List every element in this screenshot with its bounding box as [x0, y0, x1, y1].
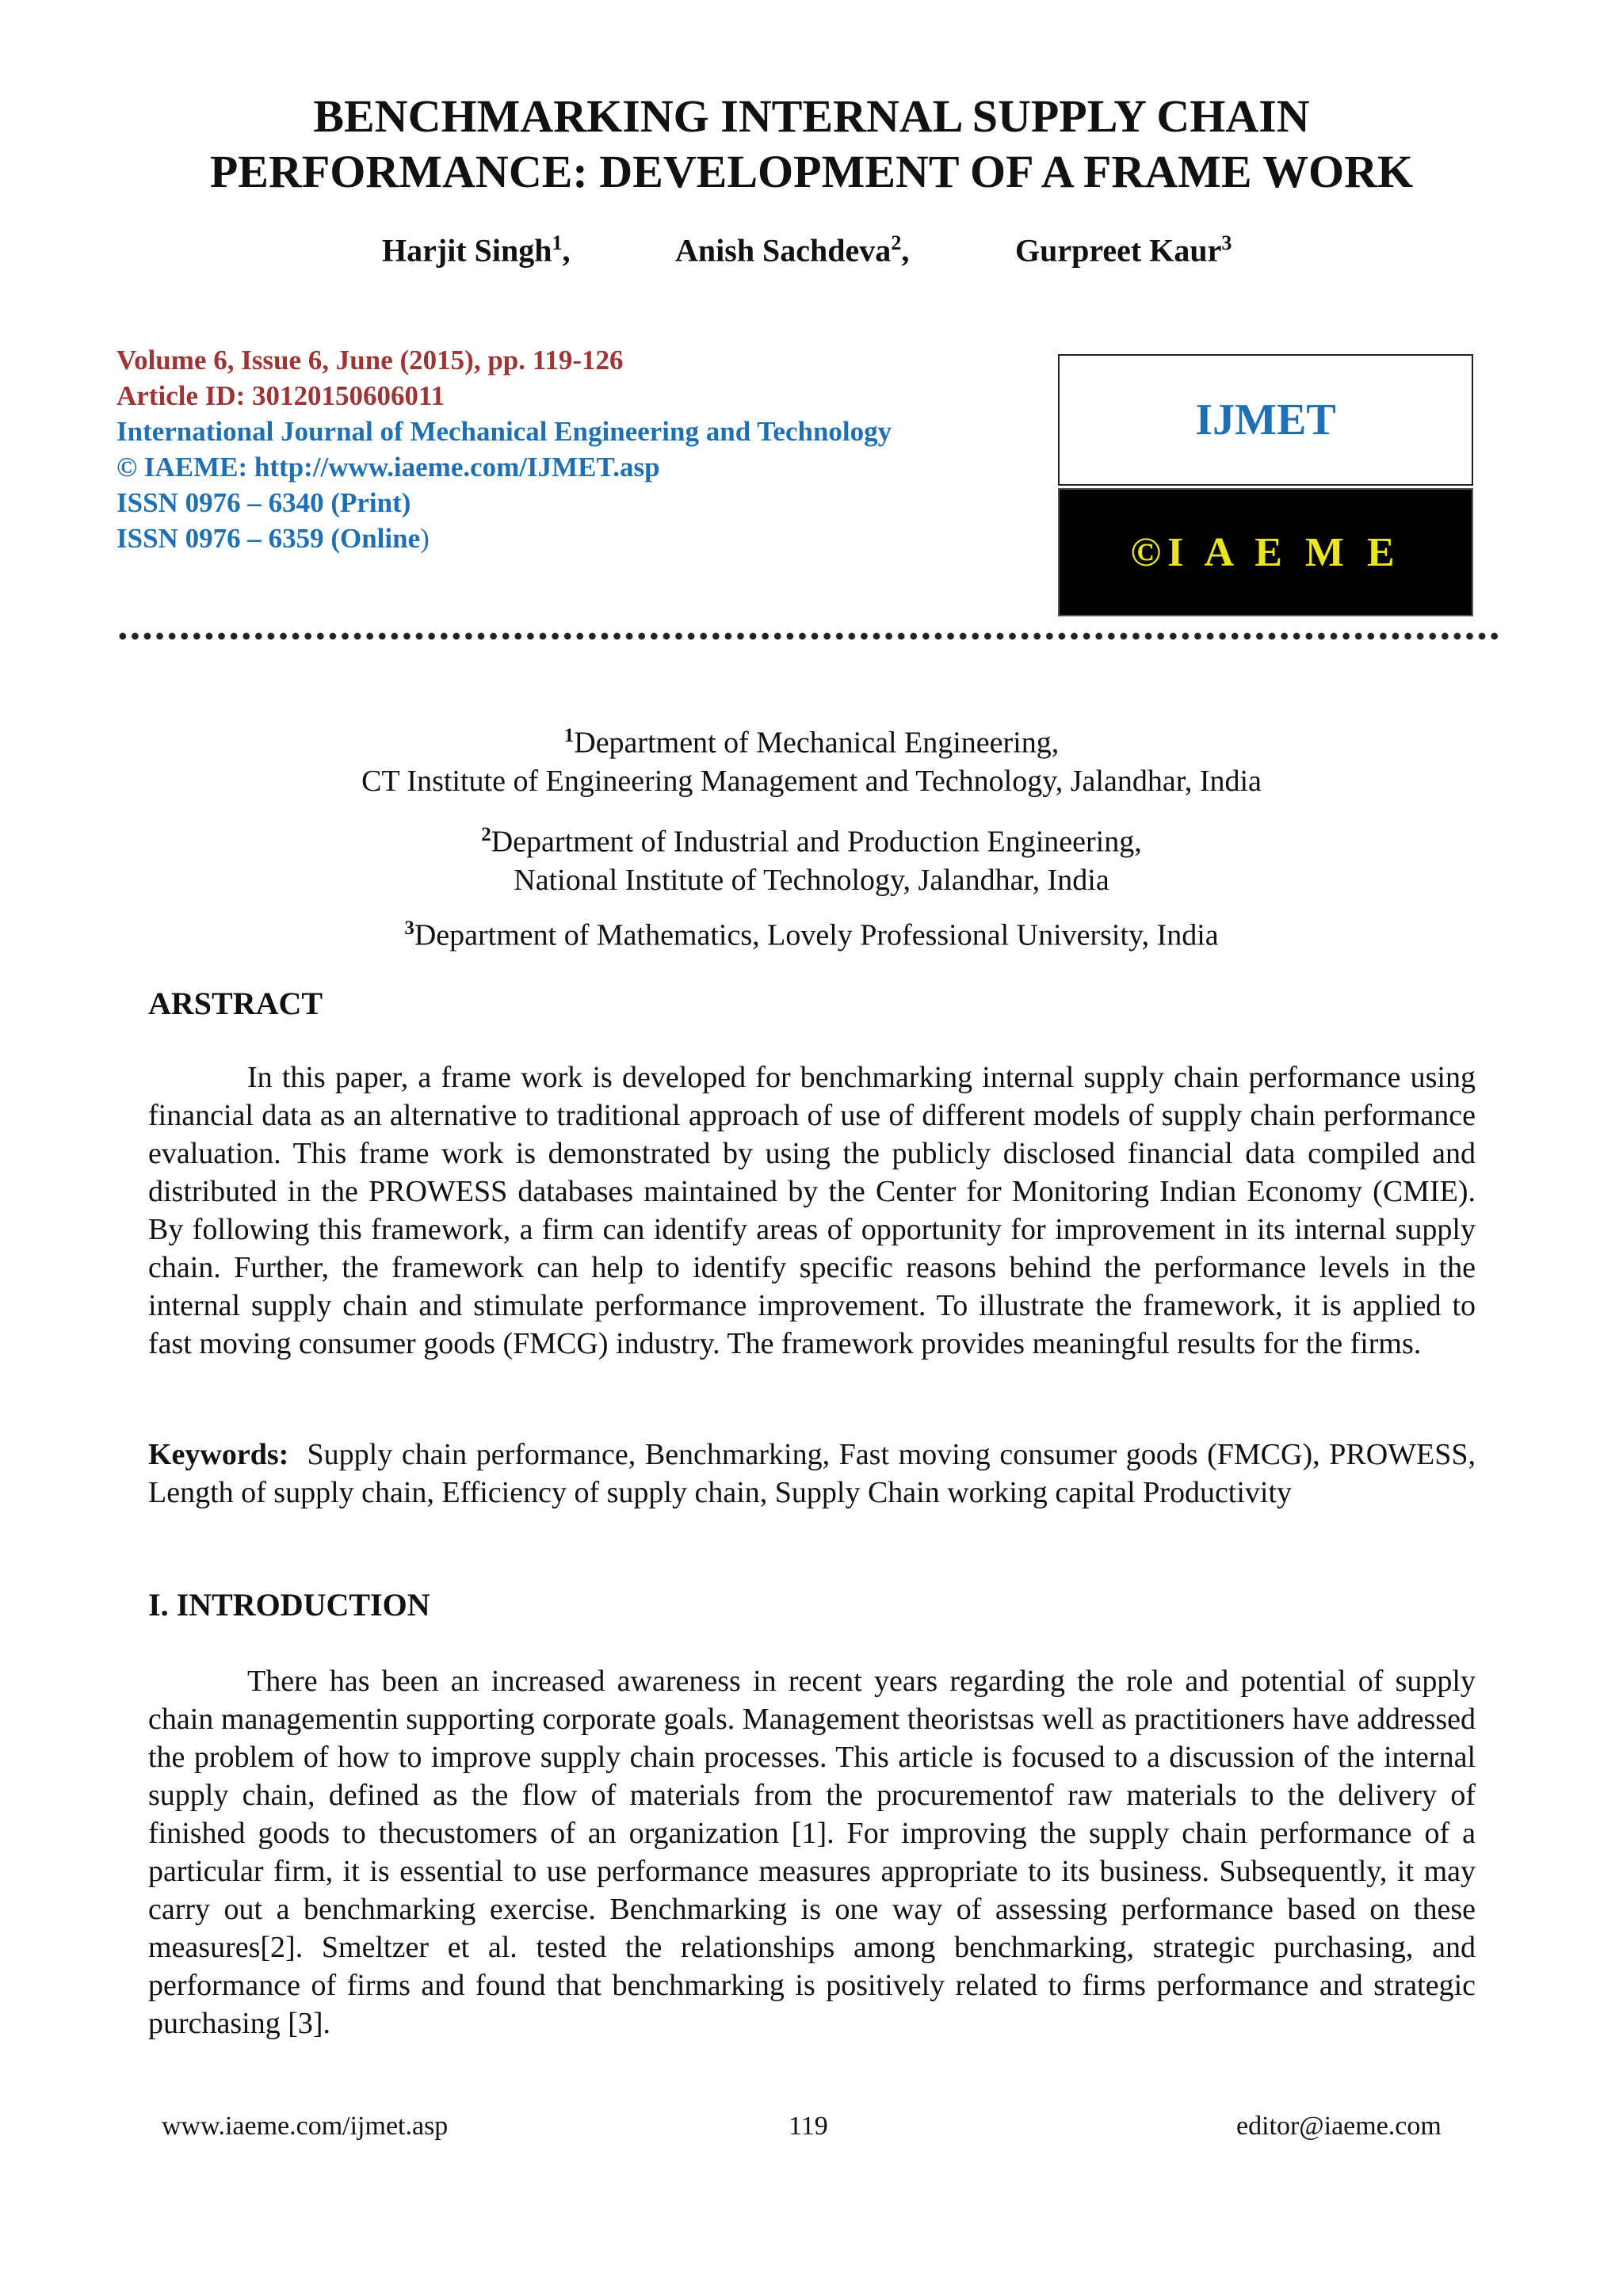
author-3: Gurpreet Kaur$^3$	[1015, 231, 1232, 269]
journal-name: International Journal of Mechanical Engineering and Technology	[116, 416, 892, 447]
publisher-logo-iaeme: ©I A E M E	[1058, 488, 1473, 616]
introduction-text: There has been an increased awareness in recent years regarding the role and potential of supply chain managementin supporting corporate goals. Management theoristsas well as practitioners have addressed the problem of how to improve supply chain processes. This article is focused to a discussion of the internal supply chain, defined as the flow of materials from the procurementof raw materials to the delivery of finished goods to thecustomers of an organization [1]. For improving the supply chain performance of a particular firm, it is essential to use performance measures appropriate to its business. Subsequently, it may carry out a benchmarking exercise. Benchmarking is one way of assessing performance based on these measures[2]. Smeltzer et al. tested the relationships among benchmarking, strategic purchasing, and performance of firms and found that benchmarking is positively related to firms performance and strategic purchasing [3].	[148, 1665, 1476, 2040]
author-1: Harjit Singh$^1$,	[382, 231, 571, 269]
keywords-paragraph	[148, 1436, 1476, 1512]
issn-print: ISSN 0976 – 6340 (Print)	[116, 487, 411, 518]
journal-logo-ijmet: IJMET	[1058, 354, 1473, 486]
title-line-2: PERFORMANCE: DEVELOPMENT OF A FRAME WORK	[209, 146, 1414, 197]
affiliation-3: $^3$Department of Mathematics, Lovely Professional University, India	[404, 917, 1219, 952]
introduction-heading: I. INTRODUCTION	[148, 1587, 430, 1623]
affiliation-1: $^1$Department of Mechanical Engineering, CT Institute of Engineering Management and Technology, Jalandhar, India	[361, 725, 1262, 798]
abstract-text: In this paper, a frame work is developed for benchmarking internal supply chain performance using financial data as an alternative to traditional approach of use of different models of supply chain performance evaluation. This frame work is demonstrated by using the publicly disclosed financial data compiled and distributed in the PROWESS databases maintained by the Center for Monitoring Indian Economy (CMIE). By following this framework, a firm can identify areas of opportunity for improvement in its internal supply chain. Further, the framework can help to identify specific reasons behind the performance levels in the internal supply chain and stimulate performance improvement. To illustrate the framework, it is applied to fast moving consumer goods (FMCG) industry. The framework provides meaningful results for the firms.	[148, 1061, 1476, 1360]
dotted-divider	[116, 628, 1503, 644]
footer-email: editor@iaeme.com	[1236, 2111, 1442, 2141]
abstract-heading: ARSTRACT	[148, 986, 323, 1021]
article-id: Article ID: 30120150606011	[116, 380, 445, 411]
paper-title	[119, 89, 1504, 200]
footer-page-number: 119	[789, 2111, 828, 2141]
volume-info: Volume 6, Issue 6, June (2015), pp. 119-126	[116, 345, 624, 376]
author-list	[0, 231, 1623, 279]
journal-metadata	[116, 342, 892, 556]
journal-url: © IAEME: http://www.iaeme.com/IJMET.asp	[116, 452, 660, 482]
keywords-text: Supply chain performance, Benchmarking, Fast moving consumer goods (FMCG), PROWESS, Length of supply chain, Efficiency of supply chain, Supply Chain working capital Productivity	[148, 1438, 1476, 1509]
keywords-label: Keywords:	[148, 1438, 289, 1471]
footer-website: www.iaeme.com/ijmet.asp	[162, 2111, 449, 2141]
title-line-1: BENCHMARKING INTERNAL SUPPLY CHAIN	[313, 90, 1310, 142]
author-2: Anish Sachdeva$^2$,	[675, 231, 910, 269]
issn-online: ISSN 0976 – 6359 (Online)	[116, 523, 430, 554]
affiliation-2: $^2$Department of Industrial and Production Engineering, National Institute of Technology, Jalandhar, India	[481, 824, 1142, 897]
